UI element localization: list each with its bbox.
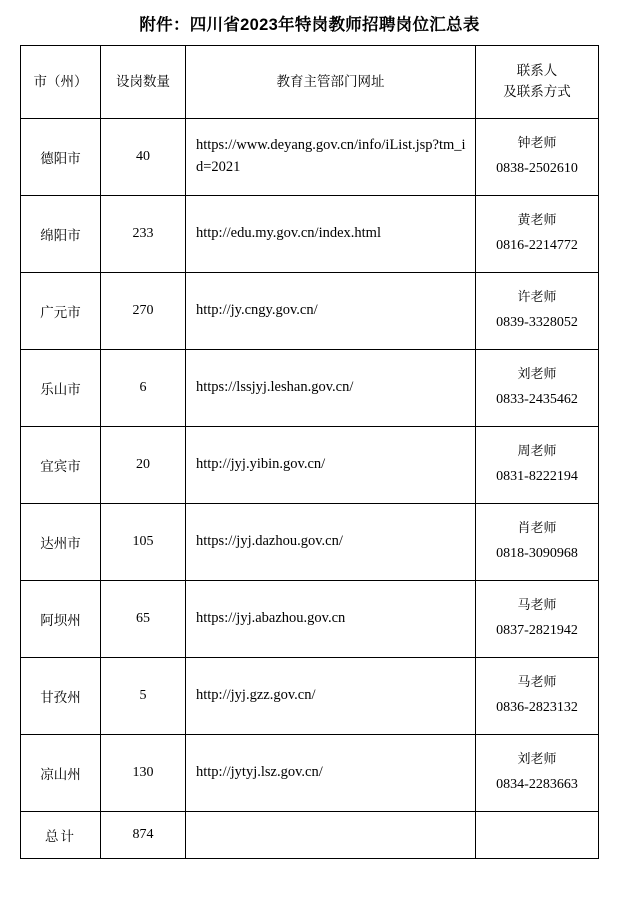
cell-contact [476,273,599,350]
cell-count: 40 [101,119,186,196]
cell-city: 甘孜州 [21,658,101,735]
cell-count: 20 [101,427,186,504]
contact-name: 许老师 [517,289,557,305]
cell-contact [476,196,599,273]
cell-contact [476,119,599,196]
cell-url[interactable]: http://jyj.yibin.gov.cn/ [186,427,476,504]
cell-city: 阿坝州 [21,581,101,658]
table-row [21,735,599,812]
column-header-contact-line1: 联系人 [516,63,558,79]
table-row [21,350,599,427]
cell-city: 绵阳市 [21,196,101,273]
contact-phone: 0834-2283663 [496,777,578,793]
table-body [21,119,599,859]
contact-phone: 0837-2821942 [496,623,578,639]
contact-name: 马老师 [517,674,557,690]
contact-phone: 0838-2502610 [496,161,578,177]
cell-url[interactable]: https://jyj.abazhou.gov.cn [186,581,476,658]
table-row [21,273,599,350]
cell-contact [476,427,599,504]
cell-contact [476,504,599,581]
cell-contact [476,350,599,427]
contact-name: 周老师 [517,443,557,459]
cell-count: 6 [101,350,186,427]
cell-count: 5 [101,658,186,735]
table-row [21,581,599,658]
cell-url[interactable]: https://lssjyj.leshan.gov.cn/ [186,350,476,427]
cell-count: 233 [101,196,186,273]
contact-name: 刘老师 [517,366,557,382]
table-row [21,427,599,504]
cell-url[interactable]: http://edu.my.gov.cn/index.html [186,196,476,273]
table-row [21,504,599,581]
contact-phone: 0833-2435462 [496,392,578,408]
cell-total-label: 总计 [21,812,101,859]
cell-total-contact [476,812,599,859]
table-row [21,196,599,273]
cell-total-url [186,812,476,859]
cell-count: 105 [101,504,186,581]
recruitment-summary-table [20,45,599,859]
cell-url[interactable]: http://jyj.gzz.gov.cn/ [186,658,476,735]
cell-city: 宜宾市 [21,427,101,504]
cell-count: 130 [101,735,186,812]
column-header-city: 市（州） [21,46,101,119]
cell-city: 德阳市 [21,119,101,196]
table-header-row [21,46,599,119]
column-header-contact [476,46,599,119]
column-header-contact-line2: 及联系方式 [503,84,571,99]
cell-count: 65 [101,581,186,658]
cell-contact [476,658,599,735]
contact-phone: 0831-8222194 [496,469,578,485]
cell-total-count: 874 [101,812,186,859]
cell-url[interactable]: http://jy.cngy.gov.cn/ [186,273,476,350]
table-header [21,46,599,119]
contact-name: 肖老师 [517,520,557,536]
contact-phone: 0816-2214772 [496,238,578,254]
contact-name: 黄老师 [517,212,557,228]
contact-phone: 0818-3090968 [496,546,578,562]
cell-url[interactable]: http://jytyj.lsz.gov.cn/ [186,735,476,812]
cell-url[interactable]: https://www.deyang.gov.cn/info/iList.jsp?tm_id=2021 [186,119,476,196]
cell-contact [476,735,599,812]
page-title: 附件：四川省2023年特岗教师招聘岗位汇总表 [139,16,480,34]
cell-city: 达州市 [21,504,101,581]
contact-name: 刘老师 [517,751,557,767]
table-row [21,658,599,735]
table-row [21,119,599,196]
cell-city: 广元市 [21,273,101,350]
column-header-url: 教育主管部门网址 [186,46,476,119]
contact-phone: 0839-3328052 [496,315,578,331]
contact-name: 马老师 [517,597,557,613]
contact-phone: 0836-2823132 [496,700,578,716]
column-header-count: 设岗数量 [101,46,186,119]
table-total-row [21,812,599,859]
cell-city: 凉山州 [21,735,101,812]
contact-name: 钟老师 [517,135,557,151]
cell-count: 270 [101,273,186,350]
cell-contact [476,581,599,658]
cell-city: 乐山市 [21,350,101,427]
cell-url[interactable]: https://jyj.dazhou.gov.cn/ [186,504,476,581]
